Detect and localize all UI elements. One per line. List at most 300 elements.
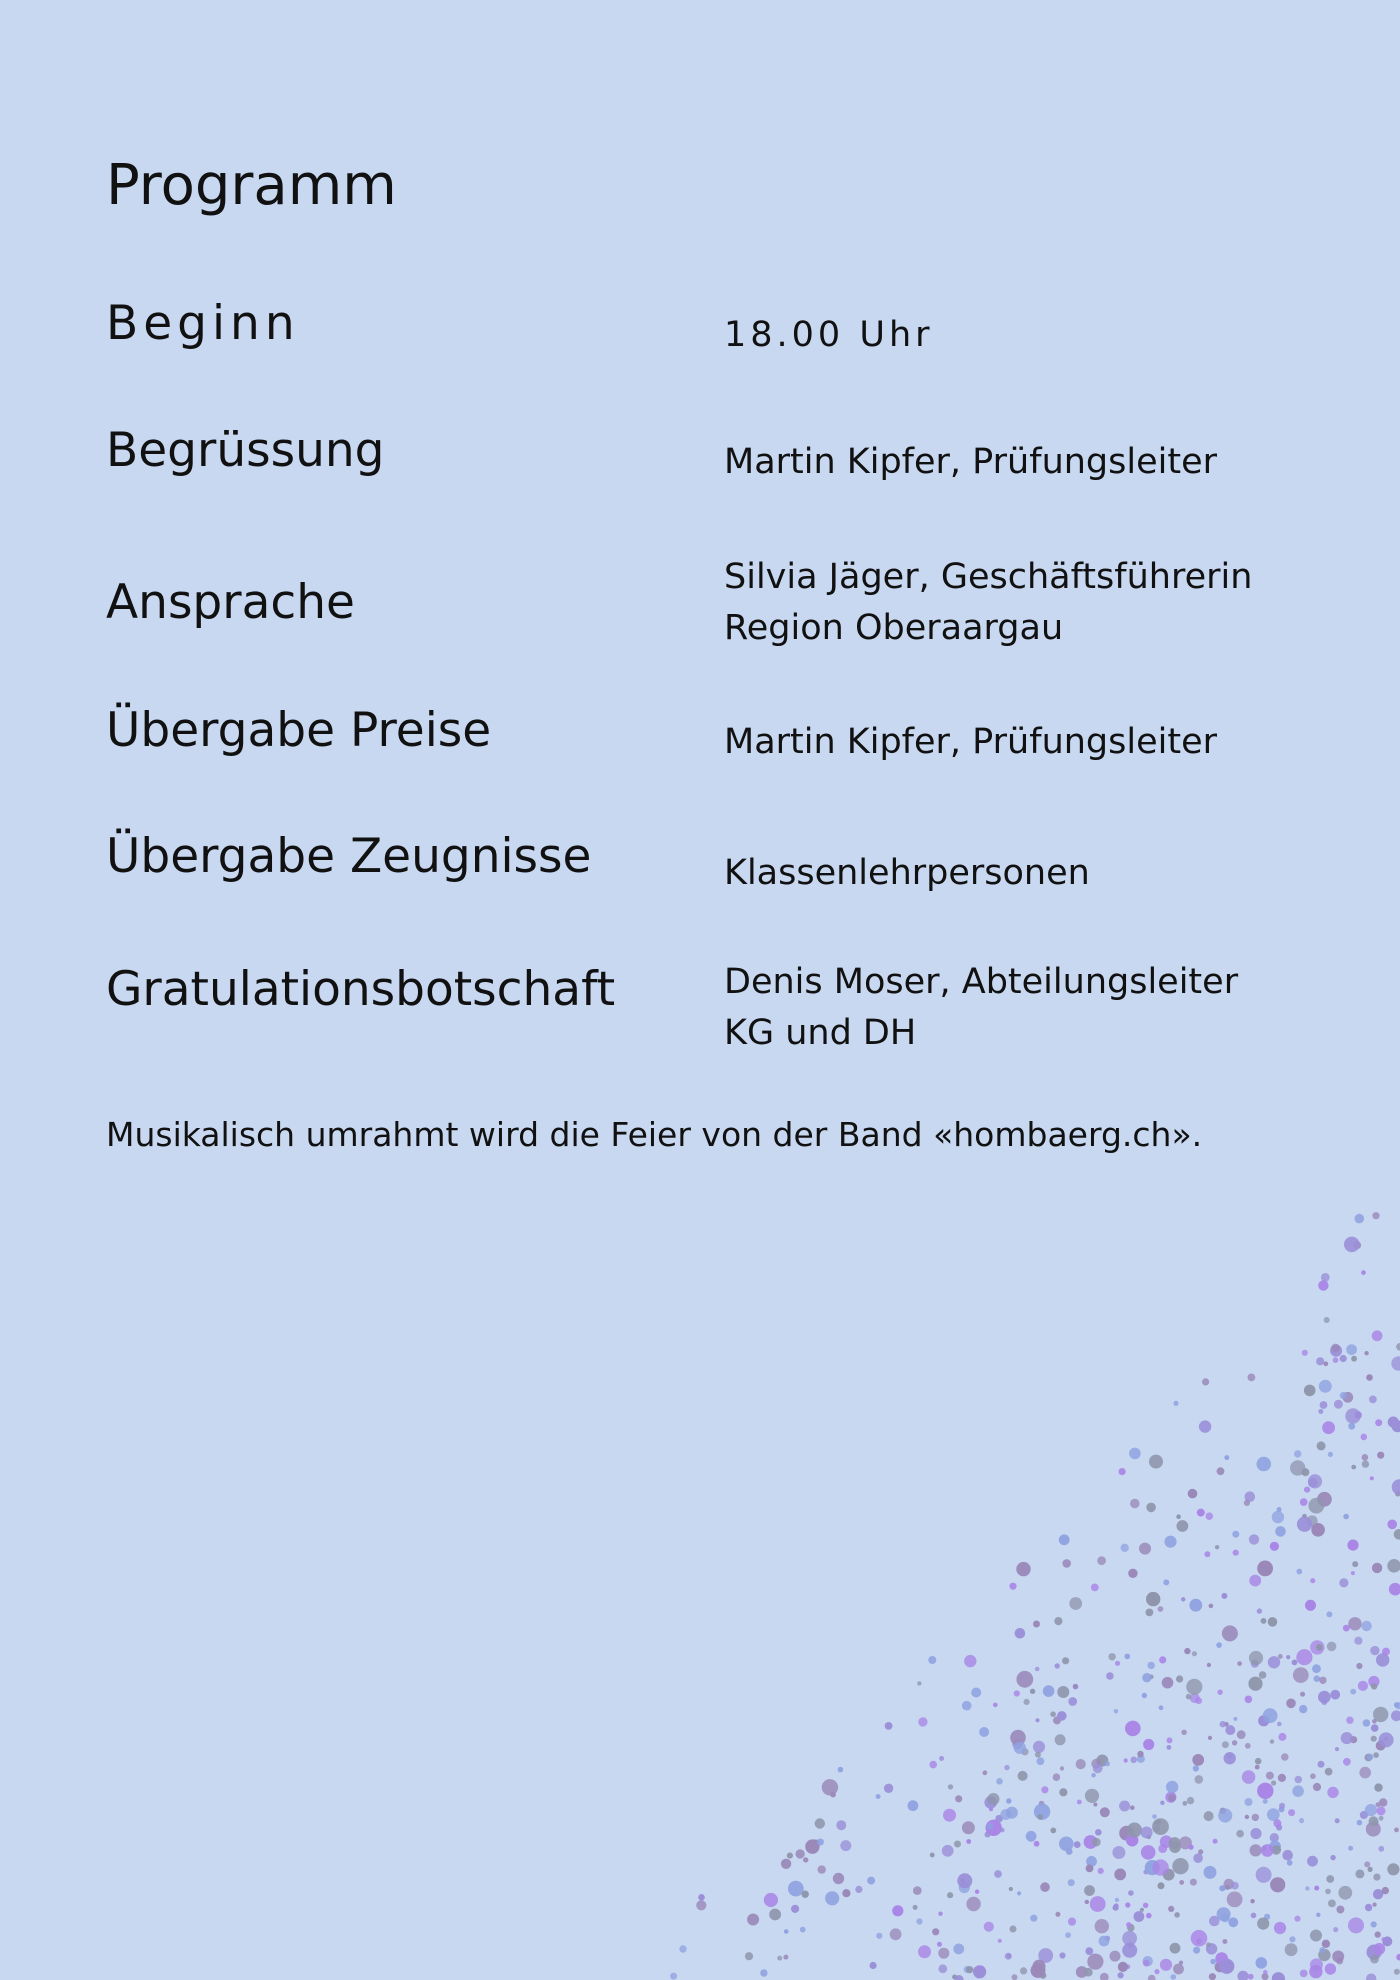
confetti-dot [1091, 1584, 1099, 1592]
confetti-dot [825, 1891, 839, 1905]
confetti-dot [1174, 1912, 1180, 1918]
confetti-dot [791, 1905, 799, 1913]
confetti-dot [1340, 1392, 1347, 1399]
confetti-dot [1263, 1708, 1278, 1723]
confetti-dot [987, 1823, 993, 1829]
confetti-dot [928, 1656, 936, 1664]
confetti-dot [1351, 1356, 1357, 1362]
confetti-dot [1300, 1498, 1308, 1506]
confetti-dot [817, 1839, 824, 1846]
confetti-dot [1159, 1656, 1166, 1663]
confetti-dot [1394, 1969, 1400, 1975]
confetti-dot [953, 1944, 964, 1955]
confetti-dot [1035, 1667, 1040, 1672]
confetti-dot [1249, 1651, 1263, 1665]
confetti-dot [1169, 1841, 1181, 1853]
confetti-dot [1127, 1823, 1142, 1838]
confetti-dot [1233, 1717, 1237, 1721]
confetti-dot [1232, 1740, 1237, 1745]
confetti-dot [1256, 1957, 1268, 1969]
confetti-dot [1055, 1734, 1066, 1745]
confetti-dot [1199, 1420, 1211, 1432]
confetti-dot [1270, 1739, 1274, 1743]
confetti-dot [1249, 1575, 1261, 1587]
confetti-dot [833, 1873, 844, 1884]
confetti-dot [1255, 1758, 1262, 1765]
confetti-dot [1009, 1887, 1013, 1891]
confetti-dot [1394, 1529, 1400, 1540]
confetti-dot [1324, 1317, 1330, 1323]
confetti-dot [932, 1928, 939, 1935]
confetti-dot [1166, 1781, 1178, 1793]
confetti-dot [1364, 1351, 1368, 1355]
confetti-dot [954, 1841, 961, 1848]
confetti-dot [1233, 1550, 1239, 1556]
confetti-dot [1381, 1937, 1385, 1941]
confetti-dot [942, 1845, 954, 1857]
program-label: Übergabe Preise [106, 703, 492, 758]
program-label: Gratulationsbotschaft [106, 962, 616, 1017]
confetti-dot [747, 1914, 759, 1926]
confetti-dot [1232, 1531, 1239, 1538]
confetti-dot [1224, 1455, 1229, 1460]
confetti-dot [1181, 1597, 1185, 1601]
confetti-dot [1373, 1874, 1380, 1881]
confetti-dot [1143, 1903, 1148, 1908]
confetti-dot [966, 1966, 973, 1973]
confetti-dot [1327, 1787, 1338, 1798]
confetti-dot [939, 1756, 944, 1761]
confetti-dot [1030, 1689, 1035, 1694]
confetti-dot [1316, 1357, 1324, 1365]
confetti-dot [1286, 1655, 1290, 1659]
confetti-dot [1217, 1690, 1222, 1695]
confetti-dot [1282, 1850, 1293, 1861]
confetti-dot [1348, 1617, 1361, 1630]
confetti-dot [1125, 1721, 1141, 1737]
confetti-dot [1118, 1972, 1124, 1978]
confetti-dot [1095, 1829, 1102, 1836]
confetti-dot [987, 1793, 999, 1805]
confetti-dot [1010, 1926, 1017, 1933]
confetti-dot [929, 1761, 937, 1769]
confetti-dot [1204, 1811, 1214, 1821]
confetti-dot [1319, 1380, 1332, 1393]
confetti-dot [1216, 1642, 1222, 1648]
confetti-dot [1371, 1736, 1377, 1742]
confetti-dot [1126, 1922, 1132, 1928]
confetti-dot [1326, 1611, 1332, 1617]
confetti-dot [1292, 1660, 1298, 1666]
confetti-dot [1115, 1898, 1119, 1902]
confetti-dot [1335, 1747, 1339, 1751]
confetti-dot [1146, 1592, 1160, 1606]
confetti-dot [1059, 1788, 1067, 1796]
confetti-dot [1142, 1693, 1147, 1698]
confetti-dot [1000, 1828, 1005, 1833]
confetti-dot [1302, 1350, 1308, 1356]
confetti-dot [1347, 1540, 1358, 1551]
confetti-dot [1125, 1654, 1131, 1660]
confetti-dot [1318, 1409, 1323, 1414]
confetti-dot [1245, 1743, 1251, 1749]
confetti-dot [1154, 1969, 1159, 1974]
confetti-dot [1129, 1448, 1141, 1460]
confetti-dot [1272, 1511, 1284, 1523]
confetti-dot [1263, 1970, 1268, 1975]
confetti-dot [1333, 1927, 1338, 1932]
confetti-dot [787, 1853, 793, 1859]
confetti-dot [966, 1897, 980, 1911]
confetti-dot [984, 1922, 994, 1932]
confetti-dot [1257, 1783, 1273, 1799]
confetti-dot [1128, 1890, 1134, 1896]
program-value: Denis Moser, Abteilungsleiter KG und DH [724, 962, 1239, 1053]
confetti-dot [1033, 1960, 1046, 1973]
confetti-dot [1093, 1803, 1097, 1807]
confetti-dot [1119, 1801, 1130, 1812]
confetti-dot [1188, 1844, 1193, 1849]
confetti-dot [1310, 1930, 1322, 1942]
confetti-dot [1378, 1846, 1384, 1852]
confetti-dot [876, 1933, 882, 1939]
confetti-dot [1257, 1918, 1269, 1930]
confetti-dot [818, 1865, 826, 1873]
confetti-dot [955, 1795, 962, 1802]
confetti-dot [1130, 1499, 1140, 1509]
confetti-dot [1017, 1891, 1021, 1895]
confetti-dot [788, 1881, 804, 1897]
confetti-dot [696, 1900, 706, 1910]
confetti-dot [1210, 1959, 1216, 1965]
confetti-dot [1350, 1689, 1356, 1695]
confetti-dot [1100, 1807, 1110, 1817]
confetti-dot [1356, 1663, 1362, 1669]
confetti-dot [1257, 1457, 1272, 1472]
confetti-dot [1362, 1460, 1369, 1467]
confetti-dot [1299, 1705, 1307, 1713]
confetti-dot [947, 1892, 953, 1898]
confetti-dot [1335, 1818, 1340, 1823]
confetti-dot [1198, 1849, 1203, 1854]
confetti-dot [1354, 1637, 1362, 1645]
confetti-dot [1252, 1814, 1259, 1821]
confetti-dot [1206, 1942, 1211, 1947]
confetti-dot [781, 1859, 791, 1869]
confetti-dot [1041, 1786, 1048, 1793]
confetti-dot [1110, 1951, 1121, 1962]
confetti-dot [1308, 1498, 1324, 1514]
confetti-dot [1369, 1396, 1377, 1404]
program-value: Martin Kipfer, Prüfungsleiter [724, 722, 1218, 762]
confetti-dot [795, 1849, 804, 1858]
confetti-dot [1191, 1930, 1208, 1947]
program-label: Übergabe Zeugnisse [106, 829, 592, 884]
confetti-dot [1373, 1752, 1379, 1758]
confetti-dot [1163, 1579, 1169, 1585]
confetti-dot [855, 1886, 862, 1893]
confetti-dot [1391, 1356, 1400, 1370]
confetti-dot [1273, 1819, 1281, 1827]
confetti-dot [1005, 1953, 1012, 1960]
confetti-dot [1040, 1882, 1050, 1892]
confetti-dot [1143, 1739, 1154, 1750]
confetti-dot [1277, 1507, 1282, 1512]
confetti-dot [1106, 1672, 1114, 1680]
confetti-dot [1333, 1357, 1339, 1363]
confetti-dot [745, 1952, 753, 1960]
confetti-dot [1382, 1648, 1390, 1656]
confetti-dot [1213, 1839, 1218, 1844]
confetti-dot [1220, 1721, 1226, 1727]
confetti-dot [1268, 1617, 1278, 1627]
confetti-dot [985, 1832, 991, 1838]
confetti-dot [1345, 1408, 1360, 1423]
confetti-dot [1037, 1757, 1045, 1765]
confetti-dot [1222, 1939, 1227, 1944]
confetti-dot [1188, 1489, 1198, 1499]
confetti-dot [1218, 1808, 1232, 1822]
confetti-dot [1124, 1758, 1128, 1762]
confetti-dot [1228, 1917, 1238, 1927]
confetti-dot [802, 1891, 809, 1898]
confetti-dot [1221, 1914, 1230, 1923]
confetti-dot [1396, 1954, 1400, 1961]
confetti-dot [1261, 1618, 1267, 1624]
confetti-dot [1328, 1452, 1333, 1457]
confetti-dot [966, 1839, 971, 1844]
confetti-dot [1128, 1569, 1137, 1578]
confetti-dot [1119, 1468, 1126, 1475]
confetti-dot [1318, 1691, 1331, 1704]
confetti-dot [1330, 1690, 1340, 1700]
confetti-dot [1100, 1973, 1109, 1980]
confetti-dot [1316, 1913, 1320, 1917]
confetti-dot [1374, 1783, 1382, 1791]
confetti-dot [1054, 1617, 1062, 1625]
confetti-dot [1311, 1523, 1325, 1537]
confetti-dot [1343, 1758, 1351, 1766]
confetti-dot [836, 1820, 846, 1830]
confetti-dot [1279, 1803, 1285, 1809]
confetti-dot [1179, 1880, 1184, 1885]
confetti-dot [1372, 1330, 1383, 1341]
confetti-dot [1338, 1886, 1352, 1900]
confetti-dot [1024, 1699, 1030, 1705]
confetti-dot [1183, 1801, 1188, 1806]
confetti-dot [1176, 1514, 1181, 1519]
confetti-dot [1204, 1551, 1210, 1557]
confetti-dot [1168, 1794, 1176, 1802]
confetti-dot [1158, 1844, 1167, 1853]
confetti-dot [962, 1821, 975, 1834]
confetti-dot [1325, 1963, 1336, 1974]
confetti-dot [1090, 1896, 1106, 1912]
confetti-dot [679, 1945, 686, 1952]
confetti-dot [1170, 1943, 1181, 1954]
confetti-dot [1173, 1401, 1178, 1406]
confetti-dot [784, 1929, 789, 1934]
confetti-dot [1294, 1450, 1301, 1457]
confetti-dot [1377, 1452, 1384, 1459]
confetti-dot [1227, 1892, 1243, 1908]
confetti-dot [930, 1853, 935, 1858]
confetti-dot [1105, 1761, 1110, 1766]
confetti-dot [1363, 1719, 1371, 1727]
confetti-dot [1391, 1710, 1400, 1721]
confetti-dot [1097, 1556, 1106, 1565]
confetti-dot [1202, 1378, 1209, 1385]
confetti-dot [994, 1870, 1002, 1878]
confetti-dot [830, 1792, 836, 1798]
confetti-dot [1204, 1866, 1217, 1879]
confetti-dot [1158, 1882, 1165, 1889]
confetti-dot [1209, 1973, 1216, 1980]
confetti-dot [979, 1727, 989, 1737]
confetti-dot [840, 1840, 851, 1851]
confetti-dot [1015, 1628, 1026, 1639]
confetti-dot [1062, 1657, 1069, 1664]
confetti-dot [1361, 1270, 1366, 1275]
confetti-dot [1368, 1867, 1373, 1872]
confetti-dot [1209, 1604, 1214, 1609]
confetti-dot [1237, 1971, 1248, 1980]
confetti-dot [1275, 1526, 1286, 1537]
confetti-dot [1281, 1753, 1289, 1761]
confetti-dot [822, 1779, 838, 1795]
confetti-dot [1152, 1818, 1169, 1835]
confetti-dot [1389, 1583, 1400, 1596]
confetti-dot [1085, 1900, 1089, 1904]
confetti-dot [1371, 1683, 1377, 1689]
confetti-dot [1084, 1968, 1093, 1977]
confetti-dot [1068, 1697, 1077, 1706]
confetti-dot [1266, 1772, 1274, 1780]
confetti-dot [1000, 1809, 1011, 1820]
confetti-dot [1171, 1974, 1177, 1980]
confetti-dot [1219, 1885, 1225, 1891]
confetti-dot [1237, 1661, 1242, 1666]
confetti-dot [1278, 1654, 1283, 1659]
confetti-dot [1149, 1455, 1163, 1469]
confetti-dot [1377, 1807, 1386, 1816]
confetti-dot [670, 1973, 677, 1980]
confetti-dot [1348, 1917, 1364, 1933]
confetti-dot [1125, 1902, 1130, 1907]
confetti-dot [1195, 1697, 1202, 1704]
confetti-dot [1250, 1844, 1262, 1856]
footer-note: Musikalisch umrahmt wird die Feier von der Band «hombaerg.ch». [106, 1115, 1203, 1154]
confetti-dot [1312, 1664, 1321, 1673]
confetti-dot [1348, 1846, 1353, 1851]
confetti-dot [815, 1818, 825, 1828]
confetti-dot [1314, 1675, 1321, 1682]
confetti-dot [948, 1784, 953, 1789]
confetti-dot [1076, 1759, 1086, 1769]
confetti-dot [1371, 1724, 1379, 1732]
confetti-dot [1059, 1534, 1070, 1545]
confetti-dot [1148, 1662, 1155, 1669]
confetti-dot [1372, 1719, 1377, 1724]
confetti-dot [1139, 1543, 1151, 1555]
confetti-dot [1326, 1875, 1334, 1883]
confetti-dot [1278, 1733, 1286, 1741]
confetti-dot [1114, 1869, 1126, 1881]
confetti-dot [1068, 1879, 1075, 1886]
confetti-dot [1193, 1947, 1200, 1954]
confetti-dot [1263, 1799, 1268, 1804]
confetti-dot [1310, 1773, 1316, 1779]
confetti-dot [764, 1893, 778, 1907]
confetti-dot [1379, 1798, 1387, 1806]
confetti-dot [1370, 1476, 1374, 1480]
program-value: Silvia Jäger, Geschäftsführerin Region Oberaargau [724, 557, 1253, 648]
confetti-dot [1114, 1709, 1119, 1714]
confetti-dot [1272, 1972, 1285, 1980]
confetti-dot [1248, 1677, 1262, 1691]
confetti-dot [1355, 1869, 1364, 1878]
confetti-dot [996, 1778, 1003, 1785]
confetti-dot [1316, 1644, 1323, 1651]
confetti-dot [1314, 1886, 1319, 1891]
confetti-dot [1396, 1343, 1400, 1351]
confetti-dot [1141, 1827, 1153, 1839]
confetti-dot [1026, 1831, 1037, 1842]
confetti-dot [885, 1722, 893, 1730]
confetti-dot [1236, 1830, 1244, 1838]
confetti-dot [1330, 1855, 1335, 1860]
confetti-dot [943, 1809, 956, 1822]
confetti-dot [1361, 1621, 1371, 1631]
confetti-dot [1261, 1844, 1274, 1857]
confetti-dot [1087, 1954, 1103, 1970]
confetti-dot [998, 1939, 1002, 1943]
confetti-dot [1050, 1828, 1056, 1834]
confetti-dot [1322, 1421, 1335, 1434]
confetti-dot [1352, 1561, 1358, 1567]
confetti-dot [1387, 1559, 1400, 1573]
confetti-dot [1206, 1512, 1214, 1520]
confetti-dot [1289, 1936, 1295, 1942]
confetti-dot [913, 1905, 918, 1910]
confetti-dot [993, 1703, 998, 1708]
confetti-dot [1227, 1753, 1232, 1758]
confetti-dot [1207, 1663, 1211, 1667]
confetti-dot [1365, 1804, 1377, 1816]
confetti-dot [1287, 1860, 1293, 1866]
confetti-dot [1367, 1754, 1374, 1761]
confetti-dot [1320, 1401, 1328, 1409]
confetti-dot [1065, 1932, 1071, 1938]
confetti-dot [1331, 1344, 1340, 1353]
confetti-dot [1237, 1730, 1246, 1739]
confetti-dot [1004, 1765, 1009, 1770]
confetti-dot [1300, 1970, 1308, 1978]
confetti-dot [838, 1767, 844, 1773]
confetti-dot [1248, 1974, 1254, 1980]
confetti-dot [1348, 1423, 1355, 1430]
confetti-dot [1176, 1675, 1183, 1682]
confetti-dot [1197, 1509, 1205, 1517]
confetti-dot [1343, 1514, 1349, 1520]
confetti-dot [1346, 1717, 1353, 1724]
confetti-dot [1053, 1773, 1061, 1781]
confetti-dot [1057, 1686, 1069, 1698]
confetti-dot [1012, 1974, 1018, 1980]
confetti-dot [1293, 1667, 1309, 1683]
confetti-dot [1095, 1919, 1109, 1933]
confetti-dot [1093, 1763, 1103, 1773]
